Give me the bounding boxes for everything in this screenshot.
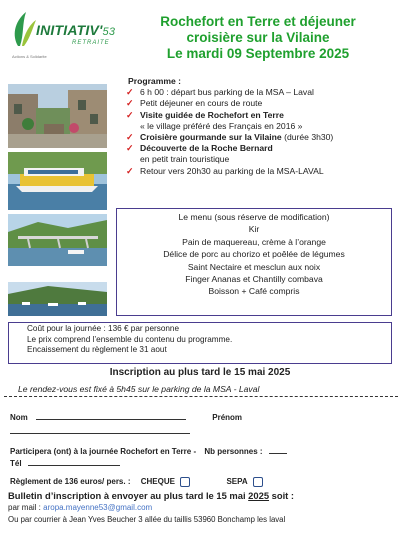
logo-subtitle: RETRAITE — [72, 40, 110, 46]
title-line-1: Rochefort en Terre et déjeuner — [160, 14, 356, 29]
menu-line: Saint Nectaire et mesclun aux noix — [187, 261, 321, 272]
nb-personnes-label: Nb personnes : — [204, 447, 263, 456]
leaf-logo-icon — [8, 10, 38, 48]
cost-line: Le prix comprend l’ensemble du contenu du programme. — [27, 334, 233, 344]
program-item-roche-bernard: ✓ Découverte de la Roche Bernard — [126, 143, 273, 154]
participera-label: Participera (ont) à la journée Rochefort en Terre - — [10, 447, 197, 456]
registration-deadline: Inscription au plus tard le 15 mai 2025 — [109, 367, 291, 378]
cost-line: Coût pour la journée : 136 € par personne — [27, 324, 180, 333]
photo-river-bridge — [8, 214, 107, 266]
program-item-breakfast: ✓ Petit déjeuner en cours de route — [126, 98, 263, 109]
check-icon: ✓ — [126, 98, 134, 109]
form-participation-row — [10, 446, 287, 456]
program-heading: Programme : — [128, 76, 182, 86]
reglement-label: Règlement de 136 euros/ pers. : — [10, 477, 131, 487]
cut-line-divider — [4, 396, 398, 397]
cheque-checkbox[interactable] — [180, 477, 190, 487]
check-icon: ✓ — [126, 132, 134, 143]
cheque-label: CHEQUE — [140, 477, 175, 487]
title-line-3: Le mardi 09 Septembre 2025 — [166, 46, 350, 61]
bulletin-instructions: Bulletin d’inscription à envoyer au plus tard le 15 mai 2025 soit : — [8, 490, 295, 501]
title-line-2: croisière sur la Vilaine — [186, 30, 330, 45]
check-icon: ✓ — [126, 87, 134, 98]
menu-line: Pain de maquereau, crème à l’orange — [182, 236, 326, 247]
page-title — [118, 14, 398, 62]
menu-line: Boisson + Café compris — [208, 286, 300, 297]
menu-line: Kir — [248, 224, 260, 235]
check-icon: ✓ — [126, 109, 134, 120]
menu-line: Finger Ananas et Chantilly combava — [185, 274, 323, 285]
photo-harbour — [8, 282, 107, 316]
nom-label: Nom — [10, 413, 28, 422]
tel-label: Tél — [10, 459, 22, 468]
cost-box — [8, 322, 392, 364]
program-item-return: ✓ Retour vers 20h30 au parking de la MSA-LAVAL — [126, 165, 324, 176]
form-payment-row — [10, 477, 263, 487]
logo-wordmark: INITIATIV'53 — [36, 22, 116, 38]
meetup-notice: Le rendez-vous est fixé à 5h45 sur le parking de la MSA - Laval — [18, 384, 260, 394]
form-prenom-row — [10, 426, 190, 436]
menu-line: Délice de porc au chorizo et poêlée de légumes — [163, 249, 345, 260]
prenom-label: Prénom — [212, 413, 243, 422]
form-tel-row — [10, 458, 120, 468]
cost-line: Encaissement du règlement le 31 aout — [27, 345, 167, 355]
program-item-train: en petit train touristique — [140, 154, 230, 165]
initiativ-logo — [6, 10, 118, 68]
check-icon: ✓ — [126, 143, 134, 154]
menu-heading: Le menu (sous réserve de modification) — [178, 212, 330, 222]
email-link[interactable]: aropa.mayenne53@gmail.com — [43, 503, 153, 512]
form-name-row — [10, 412, 242, 422]
sepa-label: SEPA — [226, 477, 248, 487]
program-item-cruise: ✓ Croisière gourmande sur la Vilaine (durée 3h30) — [126, 132, 334, 143]
photo-rochefort-village — [8, 84, 107, 148]
program-list — [122, 76, 394, 177]
postal-address: Ou par courrier à Jean Yves Beucher 3 allée du taillis 53960 Bonchamp les laval — [8, 515, 286, 524]
nb-personnes-field[interactable] — [269, 446, 287, 454]
mail-line: par mail : aropa.mayenne53@gmail.com — [8, 503, 153, 512]
photo-cruise-boat — [8, 152, 107, 210]
prenom-field[interactable] — [10, 426, 190, 434]
sepa-checkbox[interactable] — [253, 477, 263, 487]
program-item-departure: ✓ 6 h 00 : départ bus parking de la MSA – Laval — [126, 87, 314, 98]
program-item-guided-visit: ✓ Visite guidée de Rochefort en Terre — [126, 109, 284, 120]
check-icon: ✓ — [126, 165, 134, 176]
nom-field[interactable] — [36, 412, 186, 420]
logo-tagline: Actions & Solidarite — [12, 54, 47, 59]
program-item-guided-visit-note: « le village préféré des Français en 2016 » — [140, 120, 303, 131]
tel-field[interactable] — [28, 458, 120, 466]
menu-box — [116, 208, 392, 316]
